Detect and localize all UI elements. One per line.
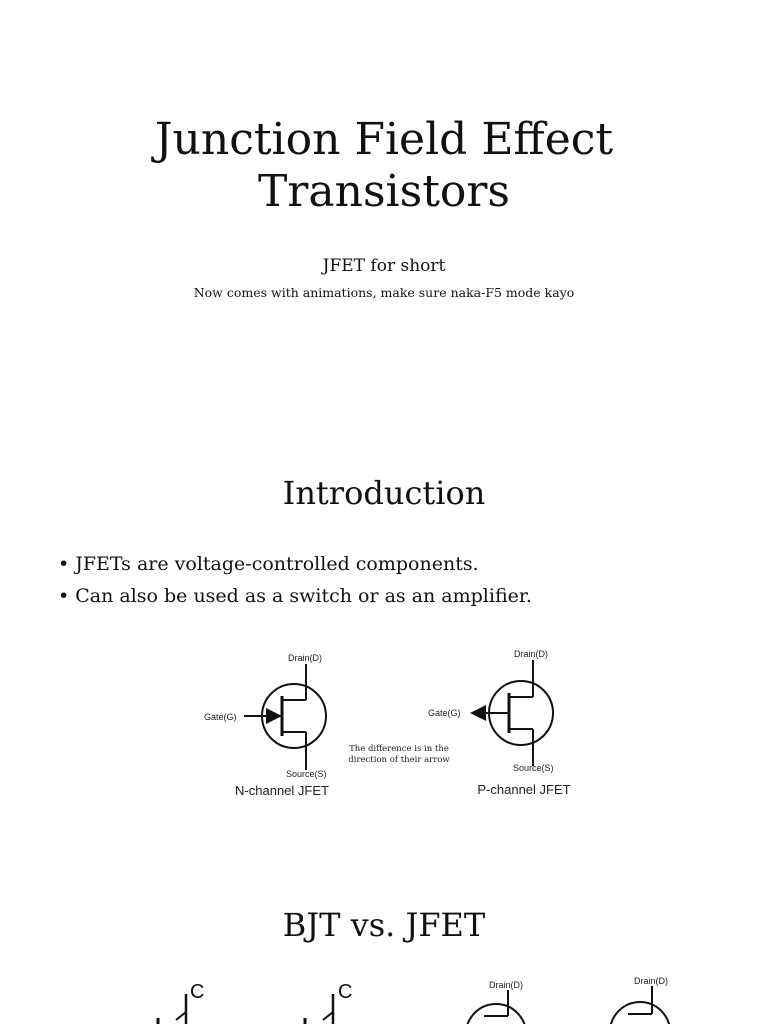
title-line-2: Transistors xyxy=(258,166,510,217)
bjt-symbol-2 xyxy=(305,981,352,1024)
bullet-item: • Can also be used as a switch or as an amplifier. xyxy=(58,580,532,612)
n-drain-label: Drain(D) xyxy=(288,653,323,663)
bjt-vs-jfet-heading: BJT vs. JFET xyxy=(282,906,486,944)
slide-subtitle: JFET for short xyxy=(322,256,446,276)
bullet-item: • JFETs are voltage-controlled components. xyxy=(58,548,532,580)
jfet-symbol-2 xyxy=(610,976,670,1024)
p-source-label: Source(S) xyxy=(513,763,554,773)
introduction-heading: Introduction xyxy=(282,474,486,512)
animation-note: Now comes with animations, make sure naka-F5 mode kayo xyxy=(193,285,575,300)
n-channel-caption: N-channel JFET xyxy=(235,783,329,798)
jfet-drain-label-1: Drain(D) xyxy=(489,980,524,990)
n-channel-jfet-symbol xyxy=(204,653,329,798)
bjt-symbol-1 xyxy=(158,981,204,1024)
difference-note-line-1: The difference is in the xyxy=(349,744,449,754)
intro-bullet-list xyxy=(58,548,532,612)
n-gate-label: Gate(G) xyxy=(204,712,237,722)
difference-note-line-2: direction of their arrow xyxy=(348,755,450,765)
p-channel-jfet-symbol xyxy=(428,649,571,797)
p-channel-caption: P-channel JFET xyxy=(477,782,571,797)
n-source-label: Source(S) xyxy=(286,769,327,779)
p-drain-label: Drain(D) xyxy=(514,649,549,659)
slide-title xyxy=(0,114,768,218)
bjt-vs-jfet-figure xyxy=(0,972,768,1024)
jfet-symbol-1 xyxy=(466,980,526,1024)
bjt-collector-label-1: C xyxy=(190,981,205,1003)
bjt-collector-label-2: C xyxy=(338,981,353,1003)
jfet-symbols-figure xyxy=(0,640,768,810)
title-line-1: Junction Field Effect xyxy=(154,114,614,165)
p-gate-label: Gate(G) xyxy=(428,708,461,718)
jfet-drain-label-2: Drain(D) xyxy=(634,976,669,986)
